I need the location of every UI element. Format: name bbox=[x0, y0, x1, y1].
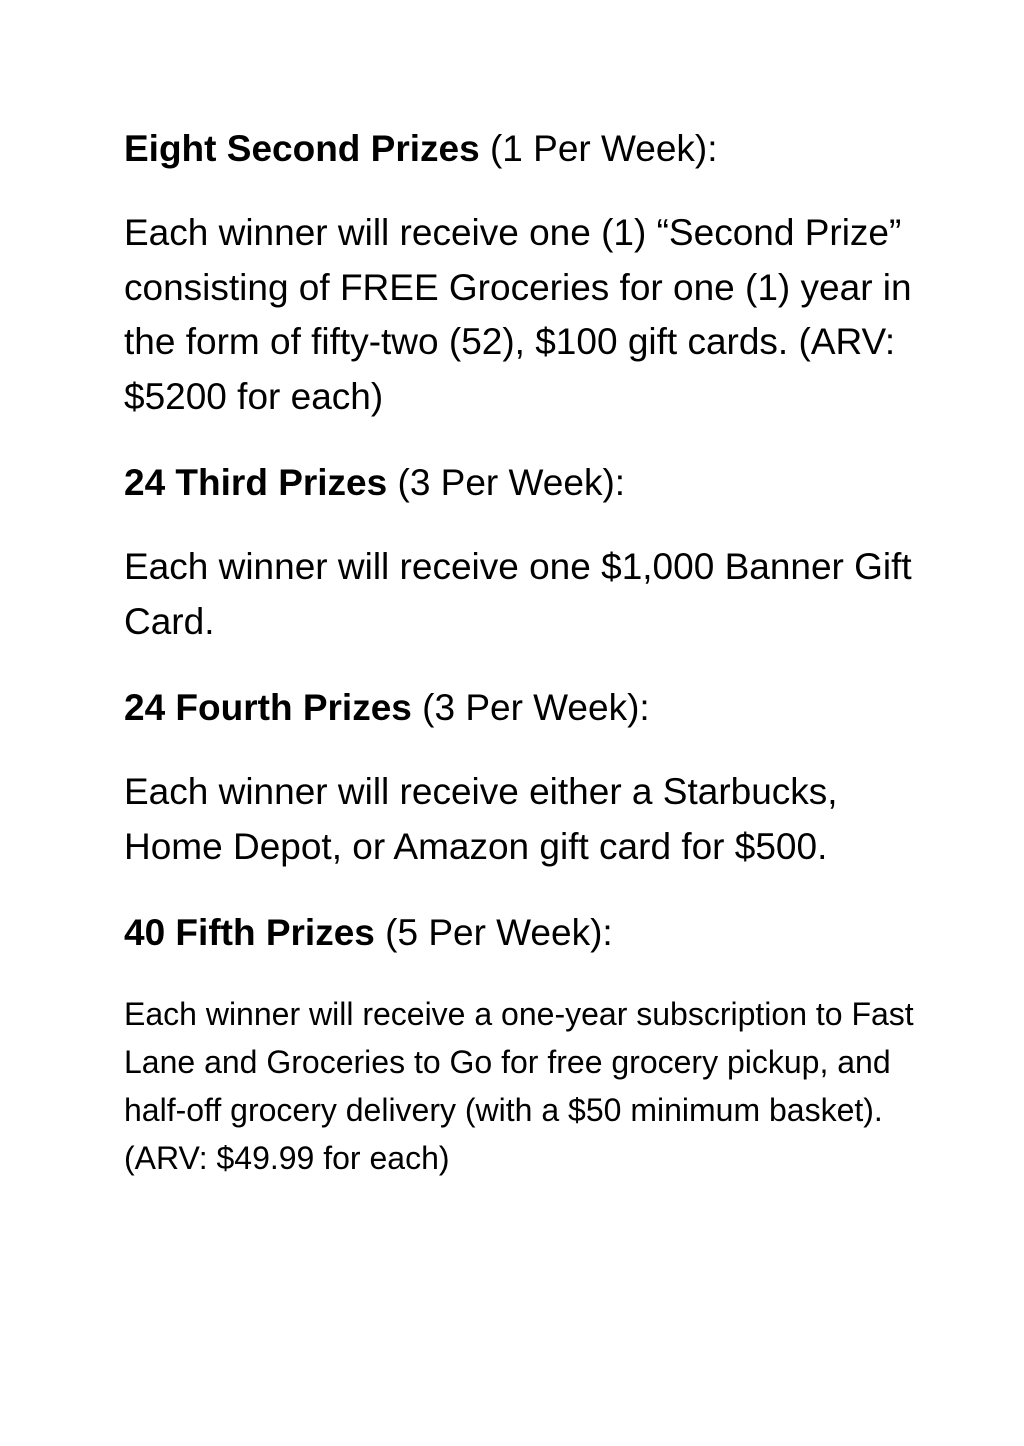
third-prizes-title: 24 Third Prizes bbox=[124, 462, 388, 503]
document-page bbox=[124, 124, 914, 1182]
fifth-prizes-title: 40 Fifth Prizes bbox=[124, 912, 375, 953]
fifth-prizes-heading bbox=[124, 908, 914, 958]
third-prizes-heading bbox=[124, 458, 914, 508]
fifth-prizes-frequency: (5 Per Week): bbox=[374, 912, 613, 953]
second-prizes-heading bbox=[124, 124, 914, 174]
fourth-prizes-title: 24 Fourth Prizes bbox=[124, 687, 412, 728]
third-prizes-description: Each winner will receive one $1,000 Banner Gift Card. bbox=[124, 546, 912, 642]
second-prizes-description: Each winner will receive one (1) “Second Prize” consisting of FREE Groceries for one (1) year in the form of fifty-two (52), $100 gift cards. (ARV: $5200 for each) bbox=[124, 212, 912, 417]
fifth-prizes-description: Each winner will receive a one-year subscription to Fast Lane and Groceries to Go for free grocery pickup, and half-off grocery delivery (with a $50 minimum basket). (ARV: $49.99 for each) bbox=[124, 996, 914, 1176]
third-prizes-frequency: (3 Per Week): bbox=[387, 462, 626, 503]
second-prizes-title: Eight Second Prizes bbox=[124, 128, 480, 169]
fourth-prizes-description: Each winner will receive either a Starbucks, Home Depot, or Amazon gift card for $500. bbox=[124, 771, 838, 867]
fourth-prizes-frequency: (3 Per Week): bbox=[411, 687, 650, 728]
second-prizes-frequency: (1 Per Week): bbox=[479, 128, 718, 169]
fourth-prizes-heading bbox=[124, 683, 914, 733]
